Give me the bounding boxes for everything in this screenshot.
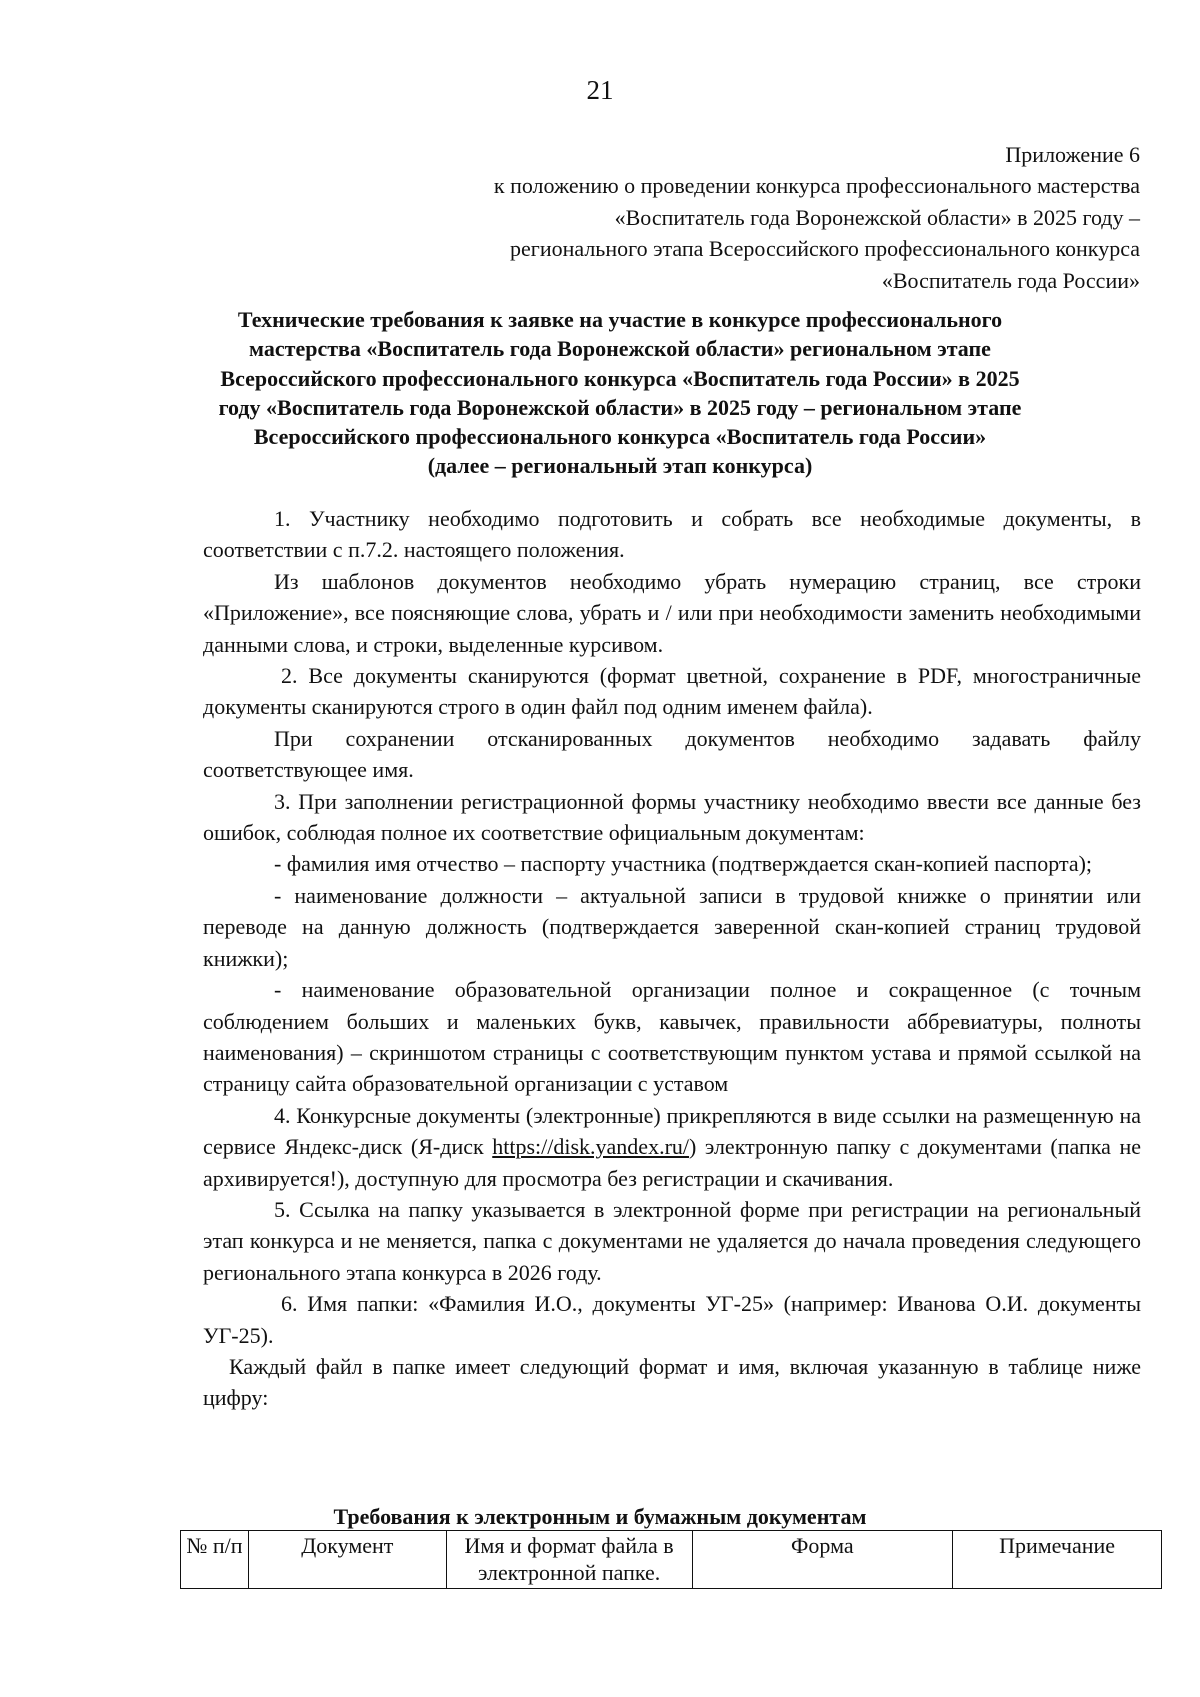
list-item-organization: - наименование образовательной организации полное и сокращенное (с точным соблюдением больших и маленьких букв, кавычек, правильности аббревиатуры, полноты наименования) – скриншотом страницы с соответствующим пунктом устава и прямой ссылкой на страницу сайта образовательной организации с уставом [203, 977, 1141, 1097]
paragraph-4-text: 4. Конкурсные документы (электронные) прикрепляются в виде ссылки на размещенную на сервисе Яндекс-диск (Я-диск [203, 1102, 1141, 1160]
title-line: Технические требования к заявке на участие в конкурсе профессионального [237, 307, 1003, 332]
paragraph-2: 2. Все документы сканируются (формат цветной, сохранение в PDF, многостраничные документы сканируются строго в один файл под одним именем файла). [203, 663, 1141, 720]
paragraph-1: 1. Участнику необходимо подготовить и собрать все необходимые документы, в соответствии с п.7.2. настоящего положения. [203, 506, 1141, 563]
page-number: 21 [586, 75, 614, 105]
paragraph-saving: При сохранении отсканированных документов необходимо задавать файлу соответствующее имя. [203, 725, 1141, 783]
document-body [203, 503, 1141, 1414]
header-form: Форма [692, 1531, 953, 1589]
requirements-table [180, 1530, 1162, 1589]
paragraph-6: 6. Имя папки: «Фамилия И.О., документы УГ-25» (например: Иванова О.И. документы УГ-25). [203, 1291, 1141, 1348]
paragraph-file-format: Каждый файл в папке имеет следующий формат и имя, включая указанную в таблице ниже цифру: [203, 1353, 1141, 1411]
title-line: мастерства «Воспитатель года Воронежской области» региональном этапе [249, 336, 991, 362]
appendix-line: «Воспитатель года России» [881, 267, 1140, 293]
table-caption: Требования к электронным и бумажным документам [333, 1504, 867, 1529]
title-line: Всероссийского профессионального конкурса «Воспитатель года России» [253, 424, 987, 450]
yandex-disk-link[interactable]: https://disk.yandex.ru/ [492, 1134, 690, 1160]
table-header-row [181, 1531, 1162, 1589]
paragraph-4-text: ) электронную папку с документами (папка не архивируется!), доступную для просмотра без регистрации и скачивания. [203, 1134, 1141, 1191]
paragraph-4 [203, 1100, 1141, 1194]
header-number: № п/п [181, 1531, 249, 1589]
header-document: Документ [248, 1531, 446, 1589]
header-note: Примечание [953, 1531, 1162, 1589]
title-line: Всероссийского профессионального конкурса «Воспитатель года России» в 2025 [220, 365, 1020, 391]
header-file-name: Имя и формат файла в электронной папке. [446, 1531, 692, 1589]
list-item-position: - наименование должности – актуальной записи в трудовой книжке о принятии или переводе на данную должность (подтверждается заверенной скан-копией страниц трудовой книжки); [203, 882, 1141, 971]
appendix-line: регионального этапа Всероссийского профессионального конкурса [510, 236, 1140, 262]
document-title [200, 305, 1040, 481]
appendix-line: к положению о проведении конкурса профессионального мастерства [493, 173, 1140, 199]
list-item-name: - фамилия имя отчество – паспорту участника (подтверждается скан-копией паспорта); [274, 851, 1093, 877]
appendix-line: «Воспитатель года Воронежской области» в 2025 году – [614, 204, 1140, 230]
paragraph-3: 3. При заполнении регистрационной формы участнику необходимо ввести все данные без ошибок, соблюдая полное их соответствие официальным документам: [203, 788, 1141, 846]
paragraph-5: 5. Ссылка на папку указывается в электронной форме при регистрации на региональный этап конкурса и не меняется, папка с документами не удаляется до начала проведения следующего регионального этапа конкурса в 2026 году. [203, 1196, 1141, 1285]
appendix-header [240, 139, 1140, 296]
appendix-line: Приложение 6 [1005, 142, 1140, 167]
title-line: году «Воспитатель года Воронежской области» в 2025 году – региональном этапе [218, 394, 1022, 420]
paragraph-templates: Из шаблонов документов необходимо убрать нумерацию страниц, все строки «Приложение», все поясняющие слова, убрать и / или при необходимости заменить необходимыми данными слова, и строки, выделенные курсивом. [203, 568, 1141, 657]
title-line: (далее – региональный этап конкурса) [427, 453, 813, 479]
